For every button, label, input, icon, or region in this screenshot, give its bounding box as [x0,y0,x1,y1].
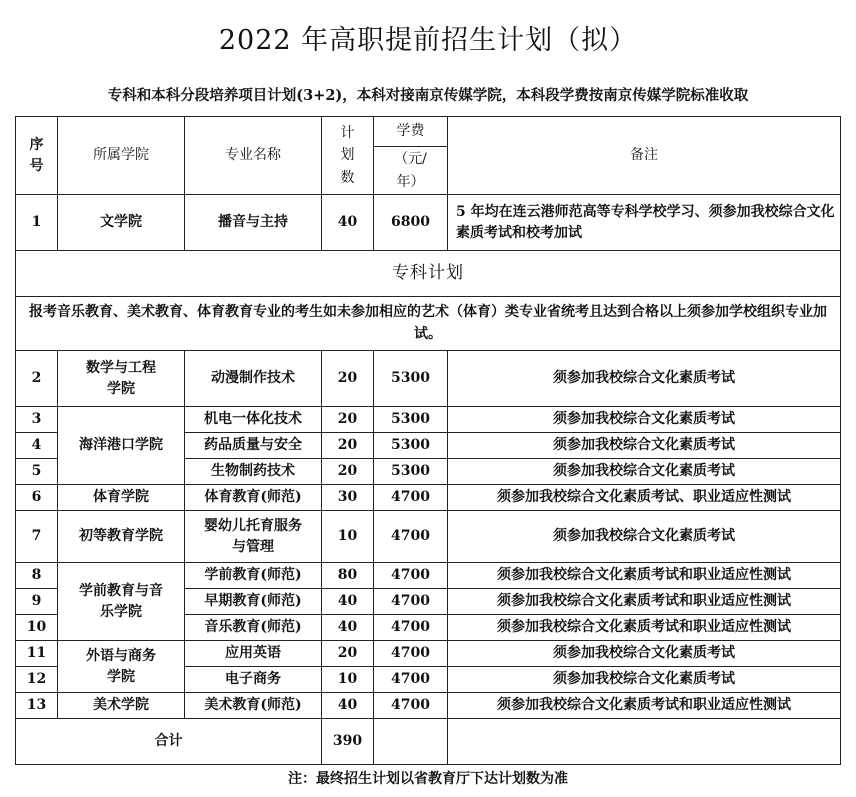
section-notice: 报考音乐教育、美术教育、体育教育专业的考生如未参加相应的艺术（体育）类专业省统考且达到合格以上须参加学校组织专业加试。 [16,297,841,351]
section-title-row [16,251,841,297]
row-index: 5 [16,459,58,485]
row-index: 3 [16,407,58,433]
table-row [16,407,841,433]
row-plan: 20 [322,459,374,485]
row-major: 播音与主持 [185,195,322,251]
total-fee-empty [374,719,448,765]
row-index: 11 [16,641,58,667]
row-college: 文学院 [58,195,185,251]
header-index: 序号 [16,117,58,195]
row-plan: 20 [322,433,374,459]
row-fee: 5300 [374,459,448,485]
total-row [16,719,841,765]
row-college: 美术学院 [58,693,185,719]
row-note: 须参加我校综合文化素质考试 [448,459,841,485]
row-major: 体育教育(师范) [185,485,322,511]
row-plan: 80 [322,563,374,589]
header-fee: 学费 [374,117,448,147]
row-note: 5 年均在连云港师范高等专科学校学习、须参加我校综合文化素质考试和校考加试 [448,195,841,251]
row-college: 数学与工程学院 [58,351,185,407]
row-fee: 6800 [374,195,448,251]
row-fee: 5300 [374,351,448,407]
header-note: 备注 [448,117,841,195]
total-note-empty [448,719,841,765]
row-index: 6 [16,485,58,511]
row-fee: 4700 [374,693,448,719]
header-fee-unit: （元/年） [374,147,448,195]
row-major: 学前教育(师范) [185,563,322,589]
table-row [16,351,841,407]
row-major: 生物制药技术 [185,459,322,485]
row-index: 4 [16,433,58,459]
row-major: 电子商务 [185,667,322,693]
row-fee: 4700 [374,511,448,563]
row-index: 1 [16,195,58,251]
row-plan: 40 [322,195,374,251]
row-plan: 10 [322,511,374,563]
row-index: 13 [16,693,58,719]
row-plan: 20 [322,351,374,407]
table-row [16,693,841,719]
row-index: 8 [16,563,58,589]
section-title: 专科计划 [16,251,841,297]
row-major: 机电一体化技术 [185,407,322,433]
row-note: 须参加我校综合文化素质考试 [448,407,841,433]
row-fee: 4700 [374,615,448,641]
row-note: 须参加我校综合文化素质考试 [448,511,841,563]
row-major: 婴幼儿托育服务与管理 [185,511,322,563]
row-plan: 30 [322,485,374,511]
row-plan: 20 [322,407,374,433]
table-row [16,641,841,667]
row-note: 须参加我校综合文化素质考试 [448,667,841,693]
row-college: 外语与商务学院 [58,641,185,693]
row-college: 学前教育与音乐学院 [58,563,185,641]
row-fee: 4700 [374,563,448,589]
row-note: 须参加我校综合文化素质考试和职业适应性测试 [448,693,841,719]
footer-note: 注：最终招生计划以省教育厅下达计划数为准 [288,771,568,787]
header-plan: 计划数 [322,117,374,195]
row-note: 须参加我校综合文化素质考试 [448,641,841,667]
row-plan: 40 [322,589,374,615]
row-index: 2 [16,351,58,407]
row-note: 须参加我校综合文化素质考试 [448,433,841,459]
table-row [16,195,841,251]
row-note: 须参加我校综合文化素质考试和职业适应性测试 [448,563,841,589]
row-note: 须参加我校综合文化素质考试 [448,351,841,407]
row-index: 12 [16,667,58,693]
page-subtitle: 专科和本科分段培养项目计划(3+2)，本科对接南京传媒学院，本科段学费按南京传媒学院标准收取 [107,87,749,104]
row-index: 10 [16,615,58,641]
row-plan: 10 [322,667,374,693]
row-major: 药品质量与安全 [185,433,322,459]
row-fee: 5300 [374,433,448,459]
row-major: 美术教育(师范) [185,693,322,719]
row-major: 动漫制作技术 [185,351,322,407]
row-plan: 20 [322,641,374,667]
row-major: 音乐教育(师范) [185,615,322,641]
total-label: 合计 [16,719,322,765]
row-note: 须参加我校综合文化素质考试和职业适应性测试 [448,589,841,615]
row-major: 早期教育(师范) [185,589,322,615]
total-plan: 390 [322,719,374,765]
table-row [16,511,841,563]
table-row [16,485,841,511]
row-fee: 5300 [374,407,448,433]
table-row [16,563,841,589]
row-plan: 40 [322,693,374,719]
section-notice-row [16,297,841,351]
table-header-row [16,117,841,147]
page-title: 2022 年高职提前招生计划（拟） [218,25,638,56]
row-index: 9 [16,589,58,615]
row-fee: 4700 [374,667,448,693]
row-college: 海洋港口学院 [58,407,185,485]
row-plan: 40 [322,615,374,641]
row-index: 7 [16,511,58,563]
row-fee: 4700 [374,589,448,615]
row-college: 初等教育学院 [58,511,185,563]
enrollment-plan-table [15,116,841,765]
row-major: 应用英语 [185,641,322,667]
row-college: 体育学院 [58,485,185,511]
row-note: 须参加我校综合文化素质考试和职业适应性测试 [448,615,841,641]
header-college: 所属学院 [58,117,185,195]
header-major: 专业名称 [185,117,322,195]
row-note: 须参加我校综合文化素质考试、职业适应性测试 [448,485,841,511]
row-fee: 4700 [374,641,448,667]
row-fee: 4700 [374,485,448,511]
